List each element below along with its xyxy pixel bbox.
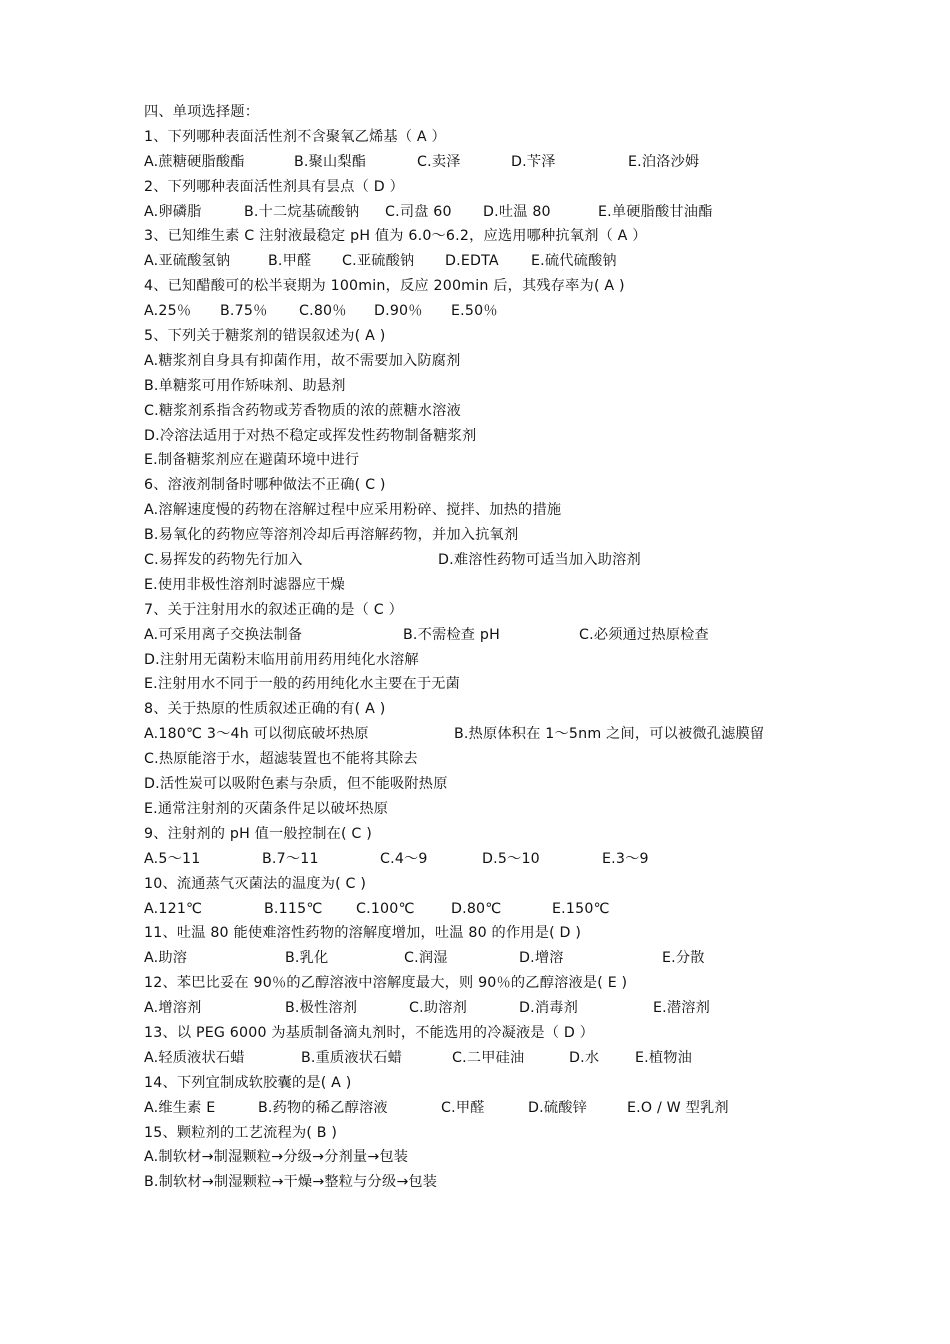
answer-option: D.增溶: [519, 950, 564, 967]
option-row: [144, 648, 934, 673]
answer-option: D.消毒剂: [519, 1000, 578, 1017]
answer-option: C.卖泽: [417, 153, 461, 170]
answer-option: E.O / W 型乳剂: [627, 1099, 729, 1116]
answer-option: E.制备糖浆剂应在避菌环境中进行: [144, 452, 360, 469]
answer-option: A.维生素 E: [144, 1099, 216, 1116]
answer-option: C.糖浆剂系指含药物或芳香物质的浓的蔗糖水溶液: [144, 402, 461, 419]
answer-option: D.5～10: [482, 850, 540, 867]
answer-option: A.121℃: [144, 900, 203, 917]
answer-option: D.注射用无菌粉末临用前用药用纯化水溶解: [144, 651, 419, 668]
question-stem: 15、颗粒剂的工艺流程为( B ): [144, 1124, 338, 1141]
answer-option: C.亚硫酸钠: [342, 253, 415, 270]
question-stem: 14、下列宜制成软胶囊的是( A ): [144, 1074, 352, 1091]
answer-option: E.50％: [451, 303, 498, 320]
answer-option: D.90％: [374, 303, 423, 320]
answer-option: A.蔗糖硬脂酸酯: [144, 153, 245, 170]
question-stem: 3、已知维生素 C 注射液最稳定 pH 值为 6.0～6.2，应选用哪种抗氧剂（ A ）: [144, 228, 647, 245]
answer-option: C.甲醛: [441, 1099, 485, 1116]
answer-option: E.单硬脂酸甘油酯: [598, 203, 713, 220]
option-row: [144, 150, 934, 175]
answer-option: B.极性溶剂: [285, 1000, 358, 1017]
answer-option: E.硫代硫酸钠: [531, 253, 617, 270]
answer-option: B.十二烷基硫酸钠: [244, 203, 360, 220]
answer-option: A.糖浆剂自身具有抑菌作用，故不需要加入防腐剂: [144, 352, 461, 369]
option-row: [144, 424, 934, 449]
answer-option: B.单糖浆可用作矫味剂、助悬剂: [144, 377, 346, 394]
answer-option: A.5～11: [144, 850, 201, 867]
answer-option: C.必须通过热原检查: [579, 626, 709, 643]
question-stem: 12、苯巴比妥在 90％的乙醇溶液中溶解度最大，则 90％的乙醇溶液是( E ): [144, 975, 628, 992]
answer-option: E.泊洛沙姆: [628, 153, 700, 170]
option-row: [144, 672, 934, 697]
option-row: [144, 249, 934, 274]
question-stem: 1、下列哪种表面活性剂不含聚氧乙烯基（ A ）: [144, 128, 446, 145]
answer-option: D.难溶性药物可适当加入助溶剂: [438, 552, 641, 569]
option-row: [144, 374, 934, 399]
answer-option: C.100℃: [356, 900, 415, 917]
answer-option: B.制软材→制湿颗粒→干燥→整粒与分级→包装: [144, 1174, 438, 1191]
question-stem: 9、注射剂的 pH 值一般控制在( C ): [144, 825, 372, 842]
option-row: [144, 847, 934, 872]
answer-option: D.80℃: [451, 900, 502, 917]
answer-option: D.冷溶法适用于对热不稳定或挥发性药物制备糖浆剂: [144, 427, 477, 444]
answer-option: B.重质液状石蜡: [301, 1049, 402, 1066]
answer-option: A.增溶剂: [144, 1000, 202, 1017]
question-stem: 11、吐温 80 能使难溶性药物的溶解度增加，吐温 80 的作用是( D ): [144, 925, 582, 942]
answer-option: D.水: [569, 1049, 600, 1066]
answer-option: B.药物的稀乙醇溶液: [258, 1099, 388, 1116]
answer-option: A.亚硫酸氢钠: [144, 253, 231, 270]
answer-option: E.分散: [662, 950, 705, 967]
question-stem: 5、下列关于糖浆剂的错误叙述为( A ): [144, 328, 386, 345]
answer-option: B.75％: [220, 303, 268, 320]
answer-option: C.二甲硅油: [452, 1049, 525, 1066]
answer-option: D.苄泽: [511, 153, 556, 170]
answer-option: B.不需检查 pH: [403, 626, 500, 643]
answer-option: E.使用非极性溶剂时滤器应干燥: [144, 576, 345, 593]
answer-option: E.植物油: [635, 1049, 693, 1066]
answer-option: C.易挥发的药物先行加入: [144, 552, 303, 569]
option-row: [144, 448, 934, 473]
answer-option: A.卵磷脂: [144, 203, 202, 220]
answer-option: B.115℃: [264, 900, 323, 917]
answer-option: C.司盘 60: [385, 203, 452, 220]
answer-option: A.180℃ 3～4h 可以彻底破坏热原: [144, 726, 369, 743]
answer-option: C.80％: [299, 303, 347, 320]
answer-option: E.3～9: [602, 850, 649, 867]
option-row: [144, 200, 934, 225]
answer-option: C.热原能溶于水，超滤装置也不能将其除去: [144, 751, 418, 768]
option-row: [144, 1046, 934, 1071]
option-row: [144, 797, 934, 822]
option-row: [144, 498, 934, 523]
option-row: [144, 399, 934, 424]
answer-option: C.助溶剂: [409, 1000, 467, 1017]
question-stem: 4、已知醋酸可的松半衰期为 100min，反应 200min 后，其残存率为( A ): [144, 278, 625, 295]
answer-option: B.7～11: [262, 850, 319, 867]
answer-option: B.乳化: [285, 950, 329, 967]
option-row: [144, 996, 934, 1021]
option-row: [144, 772, 934, 797]
answer-option: A.可采用离子交换法制备: [144, 626, 303, 643]
answer-option: A.助溶: [144, 950, 188, 967]
question-stem: 6、溶液剂制备时哪种做法不正确( C ): [144, 477, 386, 494]
answer-option: D.EDTA: [445, 253, 499, 270]
section-heading: 四、单项选择题：: [144, 104, 260, 120]
answer-option: D.硫酸锌: [528, 1099, 587, 1116]
question-stem: 2、下列哪种表面活性剂具有昙点（ D ）: [144, 178, 404, 195]
question-stem: 7、关于注射用水的叙述正确的是（ C ）: [144, 601, 403, 618]
document-body: [144, 100, 934, 1195]
option-row: [144, 349, 934, 374]
answer-option: B.甲醛: [268, 253, 312, 270]
answer-option: E.注射用水不同于一般的药用纯化水主要在于无菌: [144, 676, 461, 693]
option-row: [144, 299, 934, 324]
question-stem: 8、关于热原的性质叙述正确的有( A ): [144, 701, 386, 718]
answer-option: A.制软材→制湿颗粒→分级→分剂量→包装: [144, 1149, 409, 1166]
answer-option: A.溶解速度慢的药物在溶解过程中应采用粉碎、搅拌、加热的措施: [144, 502, 562, 519]
answer-option: B.聚山梨酯: [294, 153, 367, 170]
answer-option: A.25％: [144, 303, 192, 320]
option-row: [144, 1170, 934, 1195]
option-row: [144, 897, 934, 922]
answer-option: B.热原体积在 1～5nm 之间，可以被微孔滤膜留: [454, 726, 765, 743]
option-row: [144, 1145, 934, 1170]
question-list: [144, 125, 934, 1195]
answer-option: E.150℃: [552, 900, 610, 917]
option-row: [144, 623, 934, 648]
answer-option: E.通常注射剂的灭菌条件足以破坏热原: [144, 800, 389, 817]
answer-option: D.吐温 80: [483, 203, 551, 220]
option-row: [144, 722, 934, 747]
question-stem: 10、流通蒸气灭菌法的温度为( C ): [144, 875, 367, 892]
option-row: [144, 946, 934, 971]
option-row: [144, 1096, 934, 1121]
answer-option: A.轻质液状石蜡: [144, 1049, 245, 1066]
option-row: [144, 573, 934, 598]
answer-option: E.潜溶剂: [653, 1000, 711, 1017]
option-row: [144, 523, 934, 548]
answer-option: B.易氧化的药物应等溶剂冷却后再溶解药物，并加入抗氧剂: [144, 527, 519, 544]
answer-option: D.活性炭可以吸附色素与杂质，但不能吸附热原: [144, 776, 448, 793]
answer-option: C.4～9: [380, 850, 428, 867]
question-stem: 13、以 PEG 6000 为基质制备滴丸剂时，不能选用的冷凝液是（ D ）: [144, 1024, 595, 1041]
answer-option: C.润湿: [404, 950, 448, 967]
option-row: [144, 747, 934, 772]
option-row: [144, 548, 934, 573]
